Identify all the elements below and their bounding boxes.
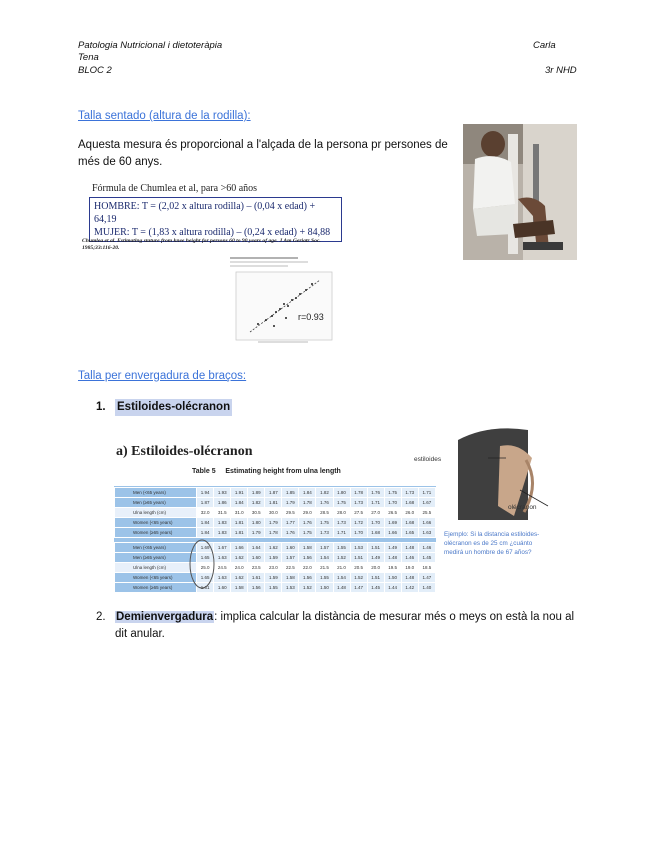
header-course: Patologia Nutricional i dietoteràpia [78, 40, 223, 51]
table-cell: 1.73 [401, 488, 418, 498]
table-row-label: Women (≥65 years) [115, 528, 197, 538]
table-cell: 1.79 [265, 518, 282, 528]
table-cell: 19.5 [384, 563, 401, 573]
table-cell: 24.5 [214, 563, 231, 573]
table-cell: 18.5 [418, 563, 435, 573]
header-bloc: BLOC 2 [78, 65, 112, 76]
table-cell: 1.79 [248, 528, 265, 538]
table-cell: 1.49 [384, 543, 401, 553]
table-cell: 22.5 [282, 563, 299, 573]
table-cell: 1.80 [248, 518, 265, 528]
table-cell: 1.84 [299, 488, 316, 498]
table-cell: 1.48 [401, 573, 418, 583]
table-cell: 1.87 [197, 498, 214, 508]
table-row-label: Ulna length (cm) [115, 508, 197, 518]
table-cell: 1.81 [231, 518, 248, 528]
table-cell: 1.56 [248, 583, 265, 593]
table-cell: 1.65 [197, 553, 214, 563]
table-cell: 1.71 [367, 498, 384, 508]
table-cell: 27.5 [350, 508, 367, 518]
table-cell: 1.51 [350, 553, 367, 563]
table-row-label: Ulna length (cm) [115, 563, 197, 573]
table-cell: 1.52 [333, 553, 350, 563]
table-cell: 23.0 [265, 563, 282, 573]
item2-number: 2. [96, 611, 106, 623]
table-cell: 1.53 [350, 543, 367, 553]
table-cell: 1.82 [316, 488, 333, 498]
item1-number: 1. [96, 401, 106, 413]
table-cell: 1.47 [350, 583, 367, 593]
table-cell: 28.0 [333, 508, 350, 518]
table-cell: 1.70 [384, 498, 401, 508]
table-cell: 1.45 [418, 553, 435, 563]
table-cell: 1.91 [231, 488, 248, 498]
table-cell: 1.67 [214, 543, 231, 553]
table-cell: 19.0 [401, 563, 418, 573]
table-cell: 1.82 [248, 498, 265, 508]
table-cell: 1.59 [265, 553, 282, 563]
figure-heading: a) Estiloides-olécranon [116, 444, 253, 459]
table-row [115, 488, 436, 498]
scatter-r-label: r=0.93 [298, 312, 324, 322]
table-cell: 1.72 [350, 518, 367, 528]
item2-text: : implica calcular la distància de mesurar més o meys on està la nou al dit anular. [115, 611, 575, 640]
ulna-table-top [114, 487, 436, 538]
table-cell: 1.83 [214, 518, 231, 528]
table-cell: 1.63 [214, 553, 231, 563]
table-cell: 1.73 [333, 518, 350, 528]
table-cell: 1.67 [418, 498, 435, 508]
table-cell: 1.52 [350, 573, 367, 583]
table-cell: 1.68 [401, 518, 418, 528]
section2-title[interactable]: Talla per envergadura de braços: [78, 370, 247, 382]
table-row-label: Men (<65 years) [115, 543, 197, 553]
table-row-label: Women (≥65 years) [115, 583, 197, 593]
table-cell: 1.56 [299, 553, 316, 563]
header-group: 3r NHD [545, 65, 577, 76]
table-cell: 29.0 [299, 508, 316, 518]
table-cell: 23.5 [248, 563, 265, 573]
table-cell: 1.75 [384, 488, 401, 498]
table-cell: 1.62 [231, 553, 248, 563]
table-cell: 1.79 [282, 498, 299, 508]
table-cell: 1.58 [299, 543, 316, 553]
table-cell: 1.55 [265, 583, 282, 593]
table-cell: 29.5 [282, 508, 299, 518]
table-cell: 1.63 [418, 528, 435, 538]
table-cell: 1.76 [367, 488, 384, 498]
table-cell: 1.70 [367, 518, 384, 528]
table-row [115, 583, 436, 593]
header-author-first: Carla [533, 40, 556, 51]
ulna-table-bg [114, 486, 436, 592]
table-cell: 32.0 [197, 508, 214, 518]
table-cell: 1.81 [231, 528, 248, 538]
table-cell: 1.60 [214, 583, 231, 593]
table-cell: 1.48 [333, 583, 350, 593]
table-cell: 1.51 [367, 573, 384, 583]
formula-citation: Chumlea et al. Estimating stature from knee height for persons 60 to 90 years of age. J Am Geriatr Soc. 1985;33:116-20. [82, 238, 321, 251]
table-cell: 1.65 [197, 573, 214, 583]
table-cell: 1.71 [333, 528, 350, 538]
table-cell: 1.84 [231, 498, 248, 508]
formula-men: HOMBRE: T = (2,02 x altura rodilla) – (0,04 x edad) + 64,19 [94, 201, 316, 225]
table-cell: 1.76 [299, 518, 316, 528]
table-cell: 1.84 [197, 518, 214, 528]
table-cell: 1.71 [418, 488, 435, 498]
table-cell: 1.81 [265, 498, 282, 508]
formula-box [89, 197, 342, 242]
ulna-figure [108, 420, 582, 592]
table-cell: 1.87 [265, 488, 282, 498]
table-cell: 1.70 [350, 528, 367, 538]
table-cell: 1.62 [265, 543, 282, 553]
table-cell: 21.0 [333, 563, 350, 573]
ulna-table-bottom [114, 542, 436, 593]
table-cell: 1.59 [265, 573, 282, 583]
table-cell: 25.5 [418, 508, 435, 518]
table-cell: 27.0 [367, 508, 384, 518]
table-cell: 1.54 [333, 573, 350, 583]
table-row [115, 518, 436, 528]
table-cell: 1.45 [367, 583, 384, 593]
table-row-label: Women (<65 years) [115, 518, 197, 528]
table-cell: 20.0 [367, 563, 384, 573]
table-row [115, 543, 436, 553]
table-cell: 1.73 [316, 528, 333, 538]
table-cell: 1.84 [197, 528, 214, 538]
table-cell: 1.47 [418, 573, 435, 583]
table-cell: 1.66 [231, 543, 248, 553]
table-cell: 1.57 [282, 553, 299, 563]
table-row [115, 528, 436, 538]
table-row-label: Men (≥65 years) [115, 498, 197, 508]
table-cell: 1.68 [401, 498, 418, 508]
label-olecranon: olécranon [508, 504, 537, 511]
table-cell: 1.77 [282, 518, 299, 528]
table-cell: 1.58 [282, 573, 299, 583]
table-cell: 1.48 [384, 553, 401, 563]
formula-title: Fórmula de Chumlea et al, para >60 años [92, 183, 258, 194]
table-cell: 1.75 [299, 528, 316, 538]
table-cell: 1.60 [282, 543, 299, 553]
knee-height-photo [463, 124, 577, 260]
table-cell: 31.0 [231, 508, 248, 518]
table-cell: 26.0 [401, 508, 418, 518]
table-cell: 1.83 [214, 528, 231, 538]
table-cell: 1.78 [265, 528, 282, 538]
table-cell: 1.40 [418, 583, 435, 593]
table-cell: 1.55 [333, 543, 350, 553]
table-row [115, 573, 436, 583]
table-cell: 1.50 [384, 573, 401, 583]
table-cell: 1.54 [316, 553, 333, 563]
table-cell: 1.62 [231, 573, 248, 583]
table-cell: 1.66 [418, 518, 435, 528]
item2-paragraph [115, 609, 585, 643]
table-cell: 1.61 [197, 583, 214, 593]
table-cell: 1.48 [401, 543, 418, 553]
table-cell: 1.56 [299, 573, 316, 583]
scatter-figure [228, 254, 336, 348]
table-cell: 1.57 [316, 543, 333, 553]
table-cell: 1.58 [231, 583, 248, 593]
table-cell: 1.86 [214, 498, 231, 508]
table-cell: 1.73 [350, 498, 367, 508]
table-cell: 26.5 [384, 508, 401, 518]
table-cell: 1.80 [333, 488, 350, 498]
table-row [115, 508, 436, 518]
table-cell: 1.68 [367, 528, 384, 538]
table-row-label: Men (<65 years) [115, 488, 197, 498]
table-cell: 1.89 [248, 488, 265, 498]
table-cell: 30.5 [248, 508, 265, 518]
formula-women: MUJER: T = (1,83 x altura rodilla) – (0,24 x edad) + 84,88 [94, 227, 331, 238]
section1-title[interactable]: Talla sentado (altura de la rodilla): [78, 110, 251, 122]
table-cell: 1.46 [418, 543, 435, 553]
table-row-label: Women (<65 years) [115, 573, 197, 583]
table-cell: 1.60 [248, 553, 265, 563]
table-cell: 31.5 [214, 508, 231, 518]
table-row-label: Men (≥65 years) [115, 553, 197, 563]
table-cell: 1.42 [401, 583, 418, 593]
table-cell: 1.94 [197, 488, 214, 498]
table-cell: 1.50 [316, 583, 333, 593]
table-cell: 1.46 [401, 553, 418, 563]
table-cell: 1.61 [248, 573, 265, 583]
table-cell: 1.75 [316, 518, 333, 528]
table-cell: 1.93 [214, 488, 231, 498]
header-author-last: Tena [78, 52, 99, 63]
table-cell: 21.5 [316, 563, 333, 573]
table-cell: 25.0 [197, 563, 214, 573]
table-cell: 1.69 [384, 518, 401, 528]
table-cell: 1.85 [282, 488, 299, 498]
table-cell: 1.52 [299, 583, 316, 593]
table-cell: 1.69 [197, 543, 214, 553]
section1-paragraph: Aquesta mesura és proporcional a l'alçada de la persona pr persones de més de 60 anys. [78, 139, 448, 168]
table-title: Table 5 Estimating height from ulna length [192, 468, 341, 475]
table-cell: 30.0 [265, 508, 282, 518]
table-cell: 20.5 [350, 563, 367, 573]
table-cell: 1.63 [214, 573, 231, 583]
table-cell: 1.51 [367, 543, 384, 553]
table-cell: 1.53 [282, 583, 299, 593]
table-cell: 1.76 [282, 528, 299, 538]
table-cell: 1.65 [401, 528, 418, 538]
table-cell: 24.0 [231, 563, 248, 573]
table-cell: 1.49 [367, 553, 384, 563]
table-cell: 28.5 [316, 508, 333, 518]
table-row [115, 563, 436, 573]
item1-label: Estiloides-olécranon [115, 399, 232, 416]
table-row [115, 498, 436, 508]
table-cell: 1.44 [384, 583, 401, 593]
table-cell: 1.78 [350, 488, 367, 498]
table-cell: 1.76 [316, 498, 333, 508]
scatter-plot-frame [236, 272, 332, 340]
table-row [115, 553, 436, 563]
table-cell: 1.55 [316, 573, 333, 583]
table-cell: 1.66 [384, 528, 401, 538]
highlight-circle [188, 538, 216, 590]
table-cell: 1.75 [333, 498, 350, 508]
label-estiloides: estiloides [414, 456, 442, 463]
table-cell: 1.64 [248, 543, 265, 553]
example-text: Ejemplo: Si la distancia estiloides-olécranon es de 25 cm ¿cuánto medirá un hombre de 67 años? [444, 531, 540, 556]
table-cell: 22.0 [299, 563, 316, 573]
table-cell: 1.78 [299, 498, 316, 508]
item2-label: Demienvergadura [116, 611, 214, 623]
